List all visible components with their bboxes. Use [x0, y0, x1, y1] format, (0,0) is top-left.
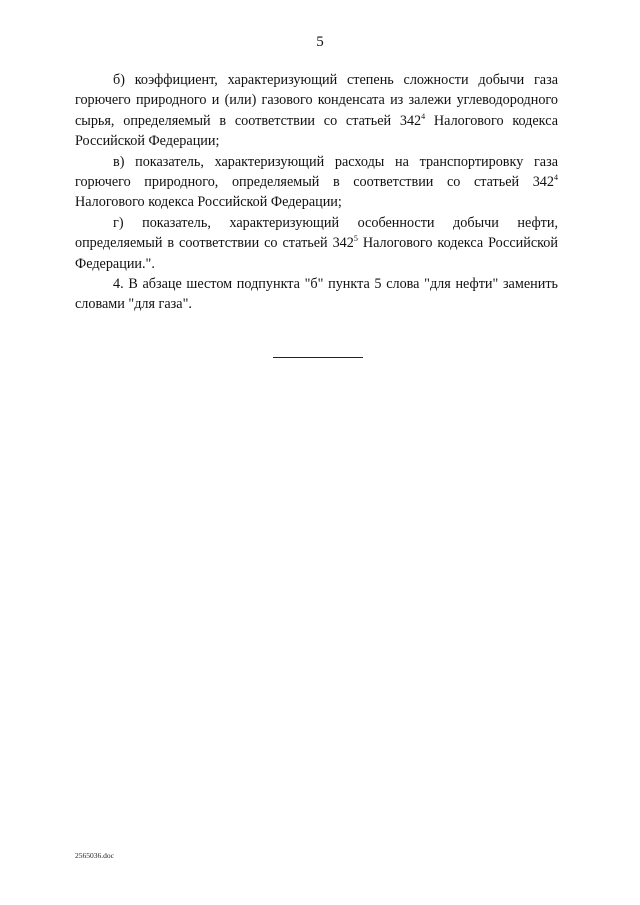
page-number: 5 [316, 34, 324, 50]
paragraph-text: г) показатель, характеризующий особенности добычи нефти, определяемый в соответствии со статьей 342 [75, 214, 558, 252]
paragraph-g [75, 213, 558, 274]
superscript: 4 [421, 111, 426, 121]
paragraph-b [75, 70, 558, 152]
paragraph-v [75, 152, 558, 213]
separator-line [273, 357, 363, 358]
document-body [75, 70, 558, 315]
superscript: 4 [554, 173, 558, 183]
paragraph-text: Налогового кодекса Российской Федерации; [75, 112, 558, 150]
paragraph-text: б) коэффициент, характеризующий степень сложности добычи газа горючего природного и (или) газового конденсата из залежи углеводородного сырья, определяемый в соответствии со статьей 342 [75, 72, 558, 129]
footer-filename: 2565036.doc [75, 851, 114, 860]
paragraph-text: Налогового кодекса Российской Федерации; [75, 194, 342, 211]
paragraph-text: 4. В абзаце шестом подпункта "б" пункта 5 слова "для нефти" заменить словами "для газа". [75, 276, 558, 313]
paragraph-text: в) показатель, характеризующий расходы на транспортировку газа горючего природного, определяемый в соответствии со статьей 342 [75, 153, 558, 191]
paragraph-text: Налогового кодекса Российской Федерации.". [75, 235, 558, 272]
superscript: 5 [353, 234, 358, 244]
paragraph-4 [75, 274, 558, 315]
